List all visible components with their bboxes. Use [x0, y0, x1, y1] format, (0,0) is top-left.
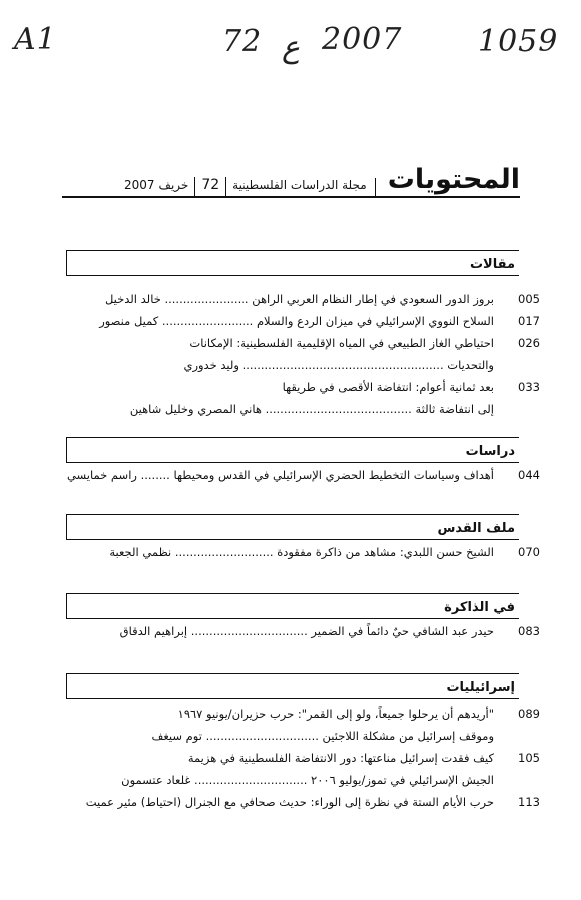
section-studies [66, 437, 519, 463]
handwritten-year: 2007 [322, 22, 403, 57]
entry-text: الشيخ حسن اللبدي: مشاهد من ذاكرة مفقودة ........................... نظمي الجعبة [109, 545, 494, 559]
handwritten-a1: A1 [14, 22, 57, 57]
journal-name: مجلة الدراسات الفلسطينية [226, 178, 376, 196]
page-number: 026 [518, 336, 540, 350]
section-divider [66, 539, 519, 540]
issue-season: خريف [158, 178, 189, 192]
section-heading: مقالات [469, 257, 515, 272]
issue-number: 72 [194, 177, 226, 196]
page-number: 017 [518, 314, 540, 328]
handwritten-issue: 72 [222, 24, 263, 59]
page-number: 083 [518, 624, 540, 638]
issue-year: 2007 [123, 178, 155, 192]
entry-text: كيف فقدت إسرائيل مناعتها: دور الانتفاضة الفلسطينية في هزيمة [187, 751, 494, 765]
section-divider [66, 462, 519, 463]
entry-text: السلاح النووي الإسرائيلي في ميزان الردع والسلام ......................... كميل منصور [99, 314, 494, 328]
entry-text: الجيش الإسرائيلي في تموز/يوليو ٢٠٠٦ ............................... غلعاد عتسمون [121, 773, 494, 787]
entry-text: وموقف إسرائيل من مشكلة اللاجئين ............................... توم سيغف [151, 729, 494, 743]
section-israeli-affairs [66, 673, 519, 699]
page-number: 113 [518, 795, 540, 809]
entry-text: حيدر عبد الشافي حيٌ دائماً في الضمير ................................ إبراهيم الدقاق [119, 624, 494, 638]
entry-text: بعد ثمانية أعوام: انتفاضة الأقصى في طريقها [282, 380, 494, 394]
page-number: 089 [518, 707, 540, 721]
section-divider [66, 698, 519, 699]
section-heading: في الذاكرة [444, 600, 515, 615]
entry-text: والتحديات ....................................................... وليد خدوري [183, 358, 494, 372]
page-title: المحتويات [387, 164, 520, 195]
page-number: 070 [518, 545, 540, 559]
section-heading: دراسات [465, 444, 515, 459]
entry-text: إلى انتفاضة ثالثة ........................................ هاني المصري وخليل شاهين [129, 402, 494, 416]
page-number: 044 [518, 468, 540, 482]
section-divider [66, 618, 519, 619]
section-jerusalem-file [66, 514, 519, 540]
section-in-memory [66, 593, 519, 619]
section-heading: ملف القدس [437, 521, 515, 536]
section-articles [66, 250, 519, 276]
entry-text: حرب الأيام الستة في نظرة إلى الوراء: حديث صحافي مع الجنرال (احتياط) مئير عميت [85, 795, 494, 809]
page-number: 033 [518, 380, 540, 394]
section-heading: إسرائيليات [446, 680, 515, 695]
handwritten-number: 1059 [478, 24, 559, 59]
page-number: 005 [518, 292, 540, 306]
masthead [62, 156, 520, 198]
entry-text: أهداف وسياسات التخطيط الحضري الإسرائيلي في القدس ومحيطها ........ راسم خمايسي [66, 468, 494, 482]
entry-text: بروز الدور السعودي في إطار النظام العربي الراهن ....................... خالد الدخيل [104, 292, 494, 306]
entry-text: "أريدهم أن يرحلوا جميعاً، ولو إلى القمر": حرب حزيران/يونيو ١٩٦٧ [177, 707, 494, 721]
section-divider [66, 275, 519, 276]
page-number: 105 [518, 751, 540, 765]
entry-text: احتياطي الغاز الطبيعي في المياه الإقليمية الفلسطينية: الإمكانات [189, 336, 494, 350]
handwritten-ain: ع [282, 30, 300, 65]
